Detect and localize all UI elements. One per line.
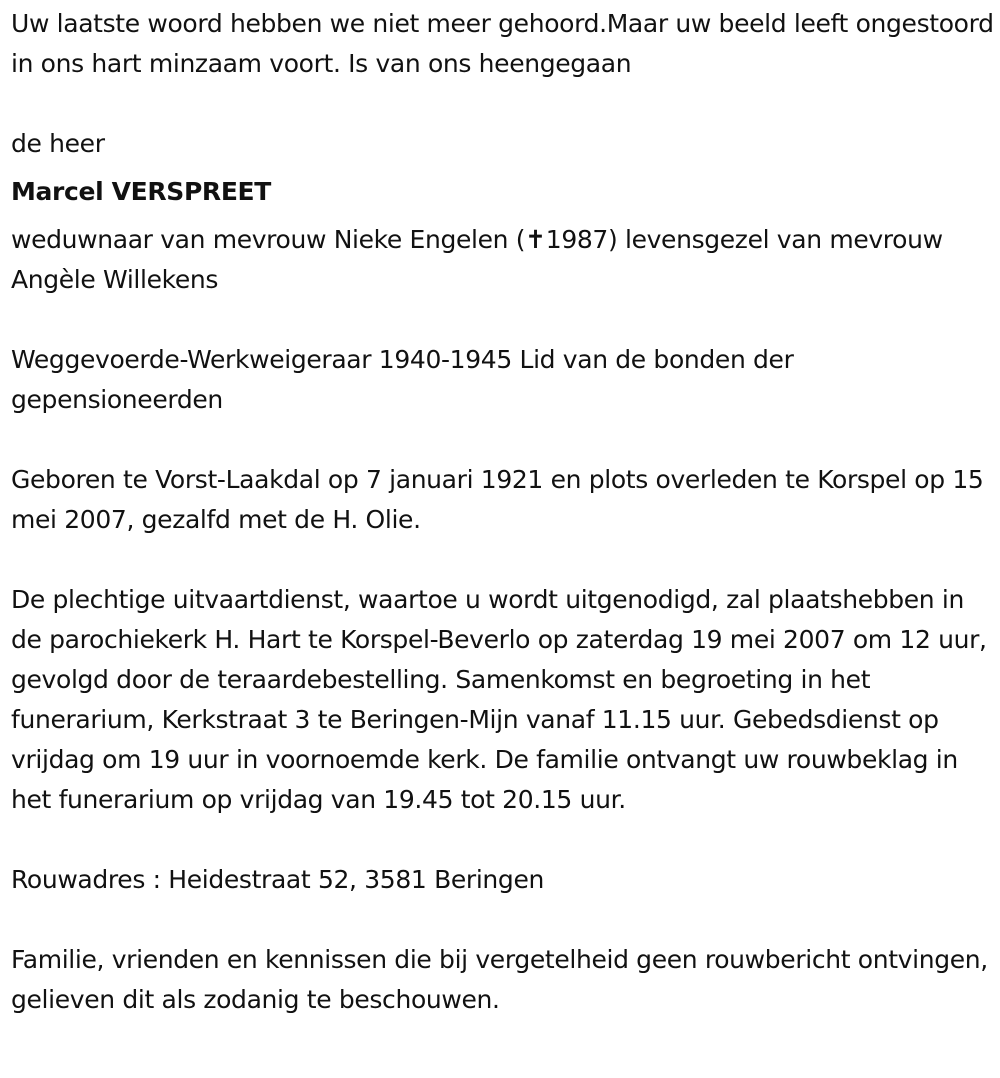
mourning-address: Rouwadres : Heidestraat 52, 3581 Beringen (11, 865, 544, 894)
cross-icon: ✝ (525, 225, 546, 254)
relation-after: 1987) levensgezel van mevrouw Angèle Willekens (11, 225, 943, 294)
obituary-document (11, 4, 995, 1060)
relation-before: weduwnaar van mevrouw Nieke Engelen ( (11, 225, 526, 254)
funeral-details: De plechtige uitvaartdienst, waartoe u wordt uitgenodigd, zal plaatshebben in de parochiekerk H. Hart te Korspel-Beverlo op zaterdag 19 mei 2007 om 12 uur, gevolgd door de teraardebestelling. Samenkomst en begroeting in het funerarium, Kerkstraat 3 te Beringen-Mijn vanaf 11.15 uur. Gebedsdienst op vrijdag om 19 uur in voornoemde kerk. De familie ontvangt uw rouwbeklag in het funerarium op vrijdag van 19.45 tot 20.15 uur. (11, 585, 987, 814)
deceased-name: Marcel VERSPREET (11, 177, 271, 206)
relation-text (11, 220, 995, 300)
intro-verse: Uw laatste woord hebben we niet meer gehoord.Maar uw beeld leeft ongestoord in ons hart minzaam voort. Is van ons heengegaan (11, 9, 994, 78)
honorific: de heer (11, 129, 105, 158)
affiliation-text: Weggevoerde-Werkweigeraar 1940-1945 Lid van de bonden der gepensioneerden (11, 345, 794, 414)
closing-note: Familie, vrienden en kennissen die bij vergetelheid geen rouwbericht ontvingen, gelieven dit als zodanig te beschouwen. (11, 945, 988, 1014)
life-dates-text: Geboren te Vorst-Laakdal op 7 januari 1921 en plots overleden te Korspel op 15 mei 2007, gezalfd met de H. Olie. (11, 465, 984, 534)
